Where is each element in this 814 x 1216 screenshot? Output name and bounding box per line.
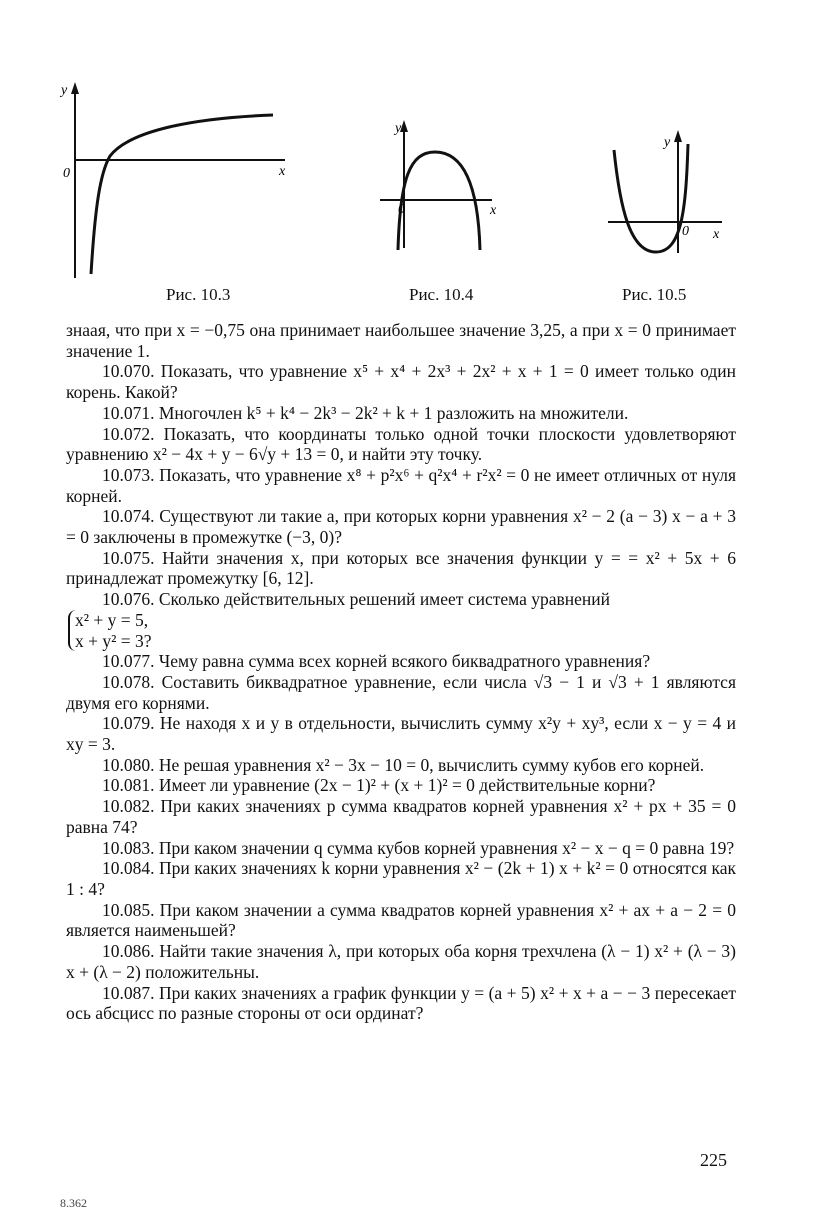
problem-10-072: 10.072. Показать, что координаты только одной точки плоскости удовлетворяют уравнению x² − 4x + y − 6√y + 13 = 0, и найти эту точку. <box>66 423 736 465</box>
graph-upward-parabola <box>600 128 730 258</box>
equation-system <box>68 610 152 651</box>
problem-10-079: 10.079. Не находя x и y в отдельности, вычислить сумму x²y + xy³, если x − y = 4 и xy = 3. <box>66 713 736 755</box>
system-eq-2: x + y² = 3? <box>75 630 152 651</box>
fig2-xlabel: x <box>490 203 497 218</box>
caption-fig-10-4: Рис. 10.4 <box>409 285 474 304</box>
problem-10-073: 10.073. Показать, что уравнение x⁸ + p²x⁶ + q²x⁴ + r²x² = 0 не имеет отличных от нуля корней. <box>66 464 736 506</box>
problem-10-075: 10.075. Найти значения x, при которых все значения функции y = = x² + 5x + 6 принадлежат промежутку [6, 12]. <box>66 547 736 589</box>
fig1-xlabel: x <box>279 164 286 179</box>
caption-fig-10-3: Рис. 10.3 <box>166 285 231 304</box>
problem-10-085: 10.085. При каком значении a сумма квадратов корней уравнения x² + ax + a − 2 = 0 является наименьшей? <box>66 899 736 941</box>
fig3-xlabel: x <box>713 227 720 242</box>
fig2-ylabel: y <box>395 121 402 136</box>
problem-10-076: 10.076. Сколько действительных решений имеет система уравнений <box>102 589 610 610</box>
figure-10-4 <box>380 118 510 258</box>
problem-10-084: 10.084. При каких значениях k корни уравнения x² − (2k + 1) x + k² = 0 относятся как 1 : 4? <box>66 858 736 899</box>
fig2-origin: 0 <box>398 202 405 217</box>
fig3-origin: 0 <box>682 224 689 239</box>
problem-10-070: 10.070. Показать, что уравнение x⁵ + x⁴ + 2x³ + 2x² + x + 1 = 0 имеет только один корень. Какой? <box>66 361 736 403</box>
problem-10-077: 10.077. Чему равна сумма всех корней всякого биквадратного уравнения? <box>102 651 651 672</box>
problem-10-083: 10.083. При каком значении q сумма кубов корней уравнения x² − x − q = 0 равна 19? <box>102 837 735 858</box>
figure-10-3 <box>55 78 305 278</box>
problem-10-086: 10.086. Найти такие значения λ, при которых оба корня трехчлена (λ − 1) x² + (λ − 3) x + (λ − 2) положительны. <box>66 941 736 982</box>
problem-10-082: 10.082. При каких значениях p сумма квадратов корней уравнения x² + px + 35 = 0 равна 74? <box>66 796 736 837</box>
system-eq-1: x² + y = 5, <box>75 609 149 630</box>
fig1-origin: 0 <box>63 166 70 181</box>
graph-log-curve <box>55 78 305 278</box>
page-number: 225 <box>700 1150 727 1170</box>
problem-10-081: 10.081. Имеет ли уравнение (2x − 1)² + (x + 1)² = 0 действительные корни? <box>102 775 656 796</box>
problem-10-071: 10.071. Многочлен k⁵ + k⁴ − 2k³ − 2k² + k + 1 разложить на множители. <box>102 402 629 423</box>
problem-10-074: 10.074. Существуют ли такие a, при которых корни уравнения x² − 2 (a − 3) x − a + 3 = 0 заключены в промежутке (−3, 0)? <box>66 506 736 548</box>
text-line: знаая, что при x = −0,75 она принимает наибольшее значение 3,25, а при x = 0 принимает значение 1. <box>66 320 736 361</box>
problem-10-080: 10.080. Не решая уравнения x² − 3x − 10 = 0, вычислить сумму кубов его корней. <box>102 754 705 775</box>
fig3-ylabel: y <box>664 135 671 150</box>
problem-text <box>66 320 736 1024</box>
problem-10-078: 10.078. Составить биквадратное уравнение, если числа √3 − 1 и √3 + 1 являются двумя его корнями. <box>66 671 736 713</box>
fig1-ylabel: y <box>61 83 68 98</box>
graph-downward-parabola <box>380 118 510 258</box>
problem-10-087: 10.087. При каких значениях a график функции y = (a + 5) x² + x + a − − 3 пересекает ось абсцисс по разные стороны от оси ординат? <box>66 982 736 1024</box>
caption-fig-10-5: Рис. 10.5 <box>622 285 687 304</box>
footer-code: 8.362 <box>60 1196 87 1210</box>
figure-10-5 <box>600 128 730 258</box>
